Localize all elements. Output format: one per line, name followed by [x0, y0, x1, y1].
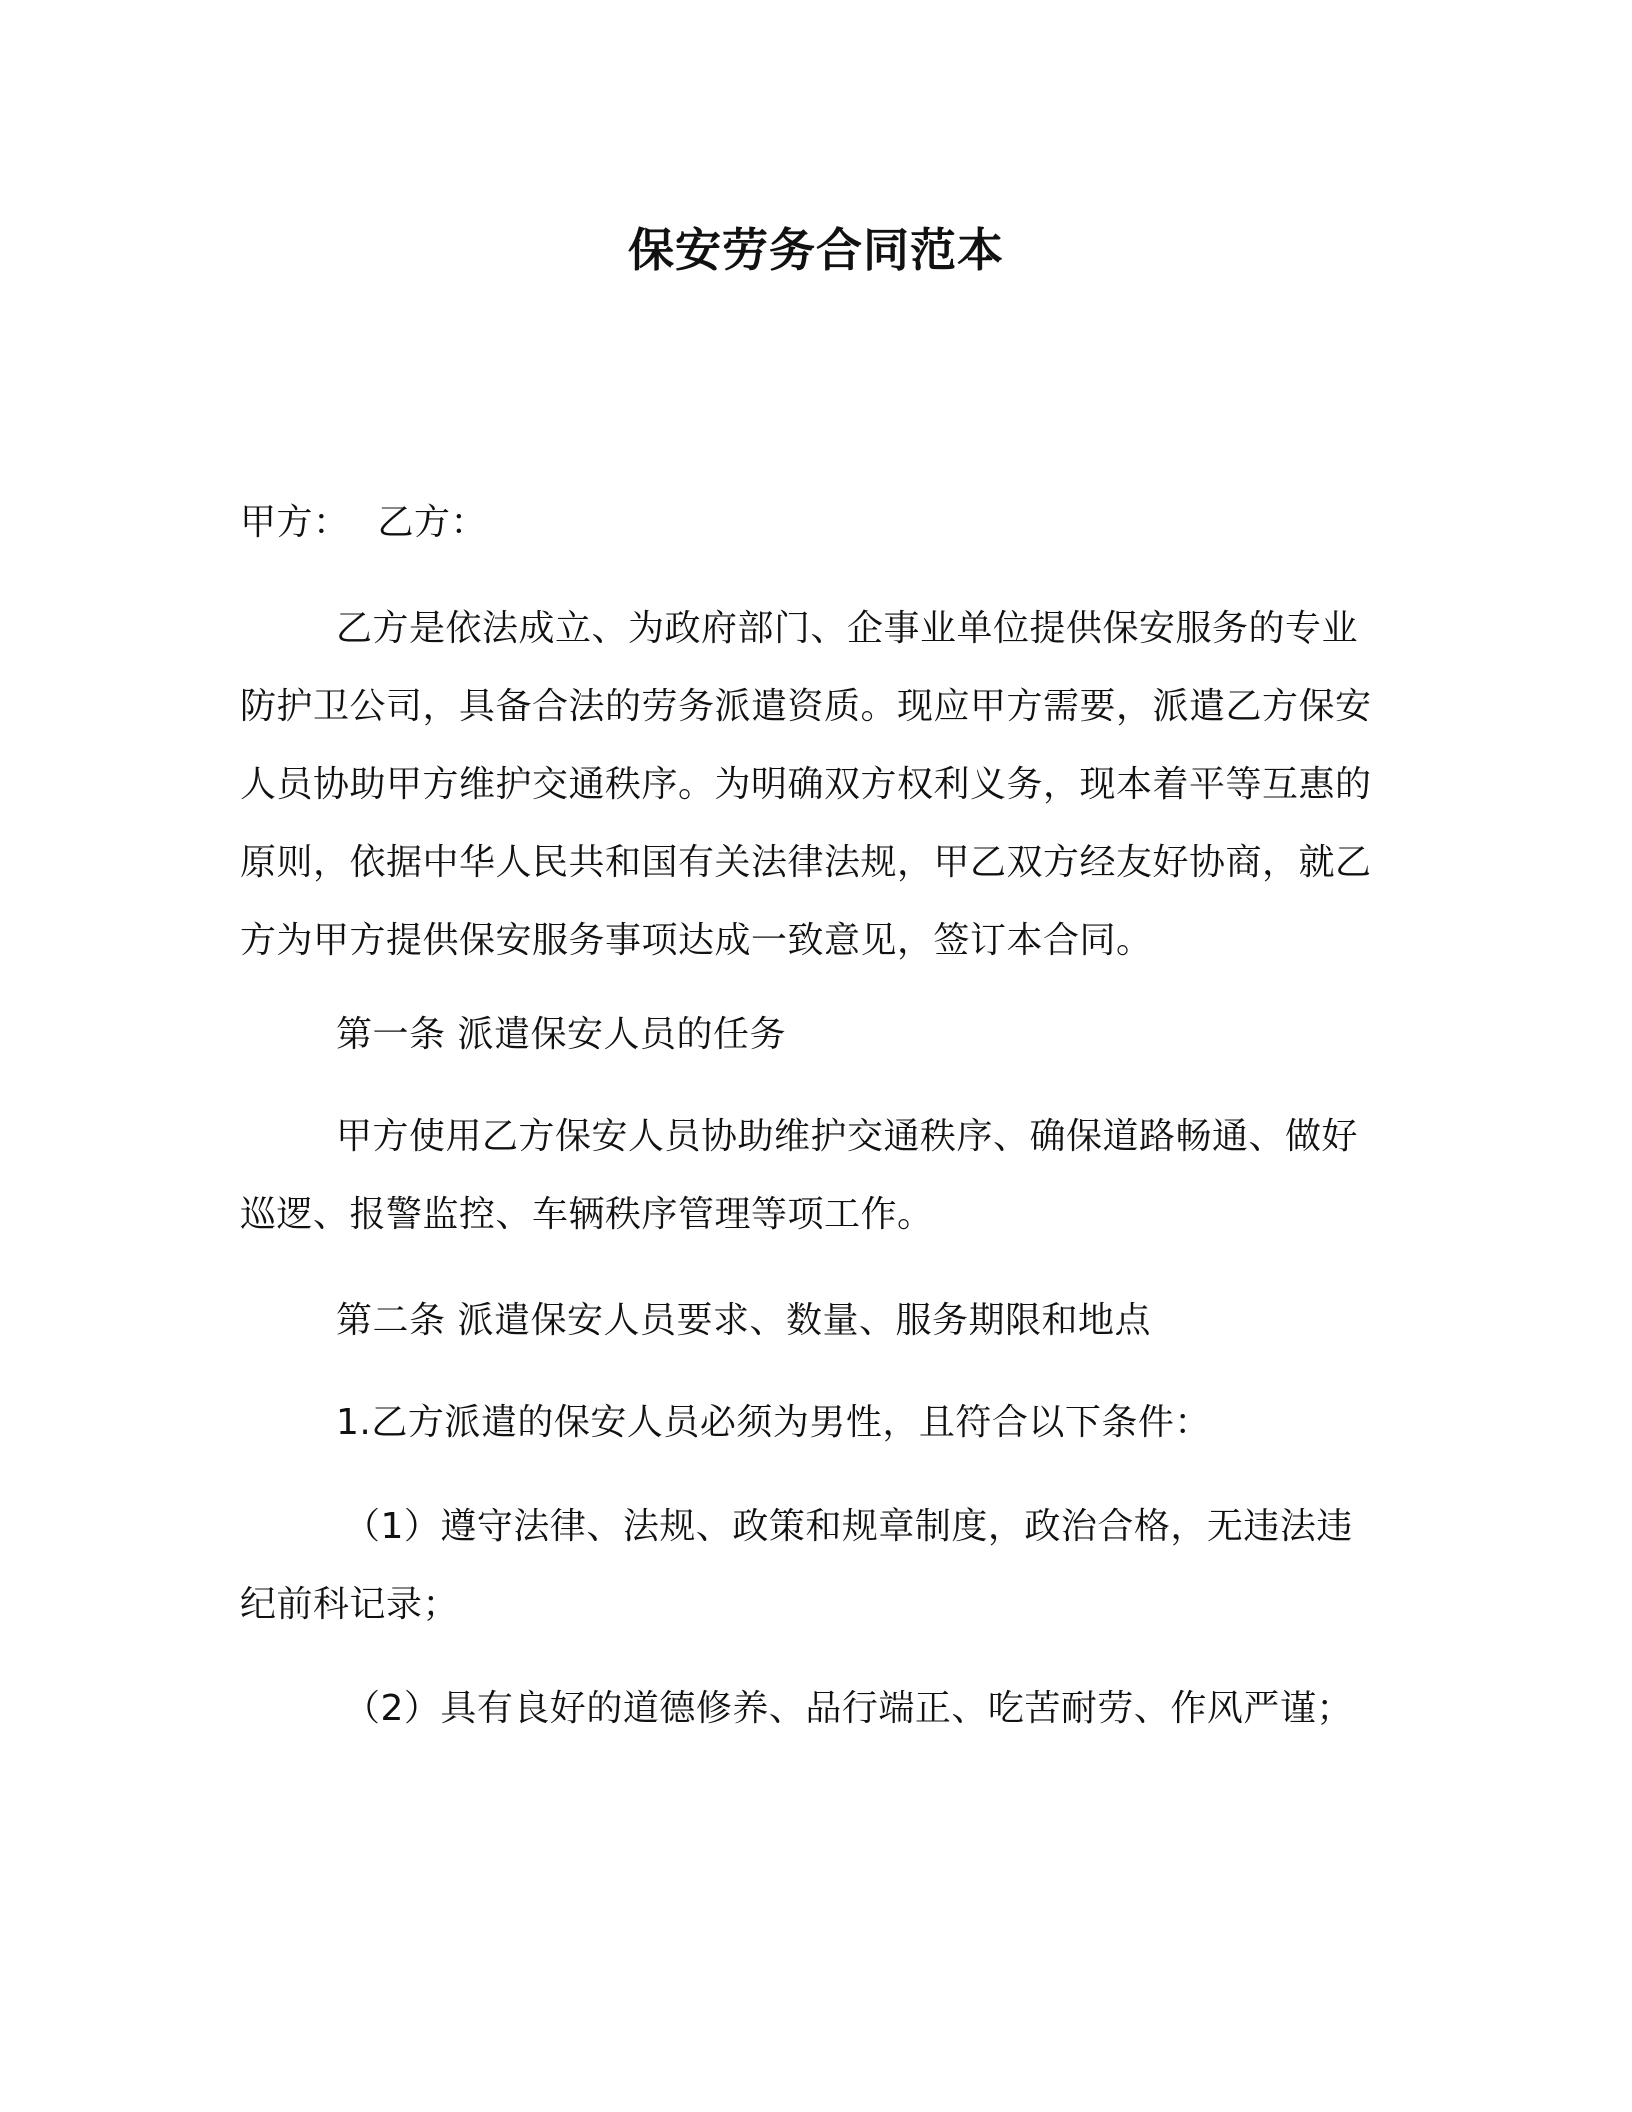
condition-item: （2）具有良好的道德修养、品行端正、吃苦耐劳、作风严谨； — [344, 1688, 1353, 1729]
party-a-label: 甲方： — [240, 502, 350, 543]
article-2-item-1: 1.乙方派遣的保安人员必须为男性，且符合以下条件： — [336, 1402, 1211, 1443]
condition-item: （1）遵守法律、法规、政策和规章制度，政治合格，无违法违纪前科记录； — [240, 1506, 1353, 1625]
article-1-body: 甲方使用乙方保安人员协助维护交通秩序、确保道路畅通、做好巡逻、报警监控、车辆秩序管理等项工作。 — [240, 1116, 1359, 1235]
article-1-heading: 第一条 派遣保安人员的任务 — [336, 1014, 786, 1055]
party-b-label: 乙方： — [377, 502, 488, 543]
document-title: 保安劳务合同范本 — [628, 223, 1004, 277]
parties-line — [240, 484, 1376, 562]
article-2-heading: 第二条 派遣保安人员要求、数量、服务期限和地点 — [336, 1300, 1151, 1341]
intro-paragraph: 乙方是依法成立、为政府部门、企事业单位提供保安服务的专业防护卫公司，具备合法的劳务派遣资质。现应甲方需要，派遣乙方保安人员协助甲方维护交通秩序。为明确双方权利义务，现本着平等互惠的原则，依据中华人民共和国有关法律法规，甲乙双方经友好协商，就乙方为甲方提供保安服务事项达成一致意见，签订本合同。 — [240, 608, 1372, 961]
